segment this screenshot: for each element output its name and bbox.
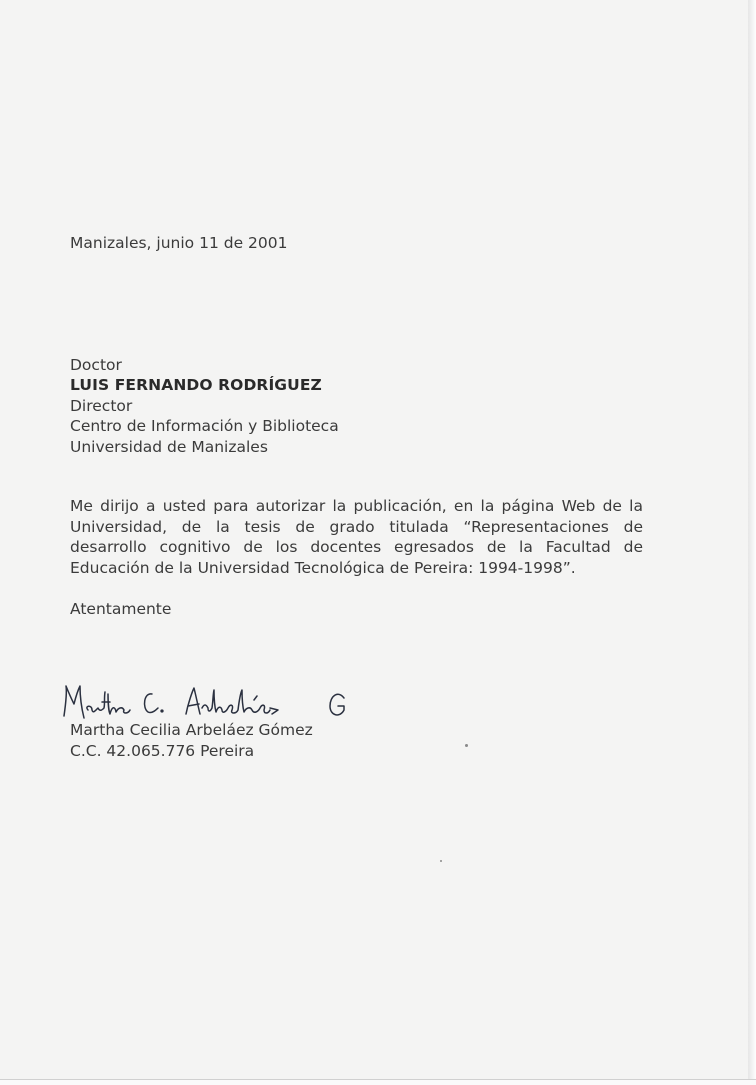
- scan-edge-bottom: [0, 1079, 756, 1085]
- recipient-position: Director: [70, 397, 133, 415]
- sender-name: Martha Cecilia Arbeláez Gómez: [70, 721, 313, 739]
- letter-closing: Atentamente: [70, 600, 172, 618]
- scan-edge-right: [748, 0, 756, 1085]
- letter-body-paragraph: Me dirijo a usted para autorizar la publicación, en la página Web de la Universidad, de la tesis de grado titulada “Representaciones de desarrollo cognitivo de los docentes egresados de la Facultad de Educación de la Universidad Tecnológica de Pereira: 1994-1998”.: [70, 497, 643, 578]
- recipient-salutation: Doctor: [70, 356, 122, 374]
- scan-speck: [440, 860, 442, 862]
- letter-date: Manizales, junio 11 de 2001: [70, 234, 288, 252]
- sender-id-line: C.C. 42.065.776 Pereira: [70, 742, 255, 760]
- scan-speck: [465, 744, 468, 747]
- recipient-institution: Universidad de Manizales: [70, 438, 268, 456]
- recipient-department: Centro de Información y Biblioteca: [70, 417, 339, 435]
- recipient-name: LUIS FERNANDO RODRÍGUEZ: [70, 376, 322, 394]
